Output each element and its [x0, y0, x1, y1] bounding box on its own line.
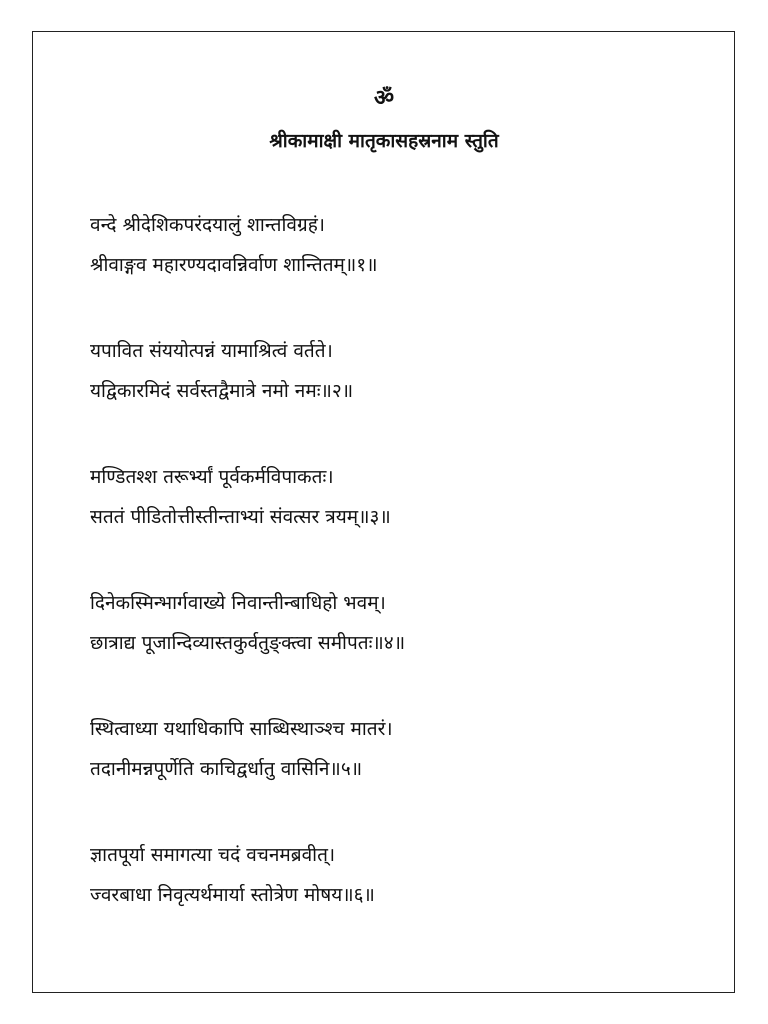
verse-line: सततं पीडितोत्तीस्तीन्ताभ्यां संवत्सर त्रयम्॥३॥ [90, 506, 391, 528]
verse-line: स्थित्वाध्या यथाधिकापि साब्धिस्थाञ्श्च मातरं। [90, 718, 393, 740]
verse-3 [90, 457, 710, 537]
verse-line: छात्राद्य पूजान्दिव्यास्तकुर्वतुङ्क्त्वा समीपतः॥४॥ [90, 632, 406, 654]
verse-2 [90, 331, 710, 411]
verse-5 [90, 709, 710, 789]
verse-4 [90, 583, 710, 663]
verse-line: यपावित संययोत्पन्नं यामाश्रित्वं वर्तते। [90, 340, 333, 362]
om-symbol: ॐ [373, 86, 395, 111]
verse-1 [90, 205, 710, 285]
verse-6 [90, 835, 710, 915]
verse-line: ज्ञातपूर्या समागत्या चदं वचनमब्रवीत्। [90, 844, 336, 866]
verse-line: दिनेकस्मिन्भार्गवाख्ये निवान्तीन्बाधिहो भवम्। [90, 592, 386, 614]
verse-line: यद्विकारमिदं सर्वस्तद्वैमात्रे नमो नमः॥२॥ [90, 380, 354, 402]
verse-line: मण्डितश्श तरूर्भ्यां पूर्वकर्मविपाकतः। [90, 466, 334, 488]
verse-line: तदानीमन्नपूर्णेति काचिद्वर्धातु वासिनि॥५॥ [90, 758, 363, 780]
verse-line: वन्दे श्रीदेशिकपरंदयालुं शान्तविग्रहं। [90, 214, 325, 236]
verse-line: श्रीवाङ्गव महारण्यदावन्निर्वाण शान्तितम्॥१॥ [90, 254, 378, 276]
page-title: श्रीकामाक्षी मातृकासहस्रनाम स्तुति [269, 130, 499, 152]
verse-line: ज्वरबाधा निवृत्यर्थमार्या स्तोत्रेण मोषय॥६॥ [90, 884, 375, 906]
